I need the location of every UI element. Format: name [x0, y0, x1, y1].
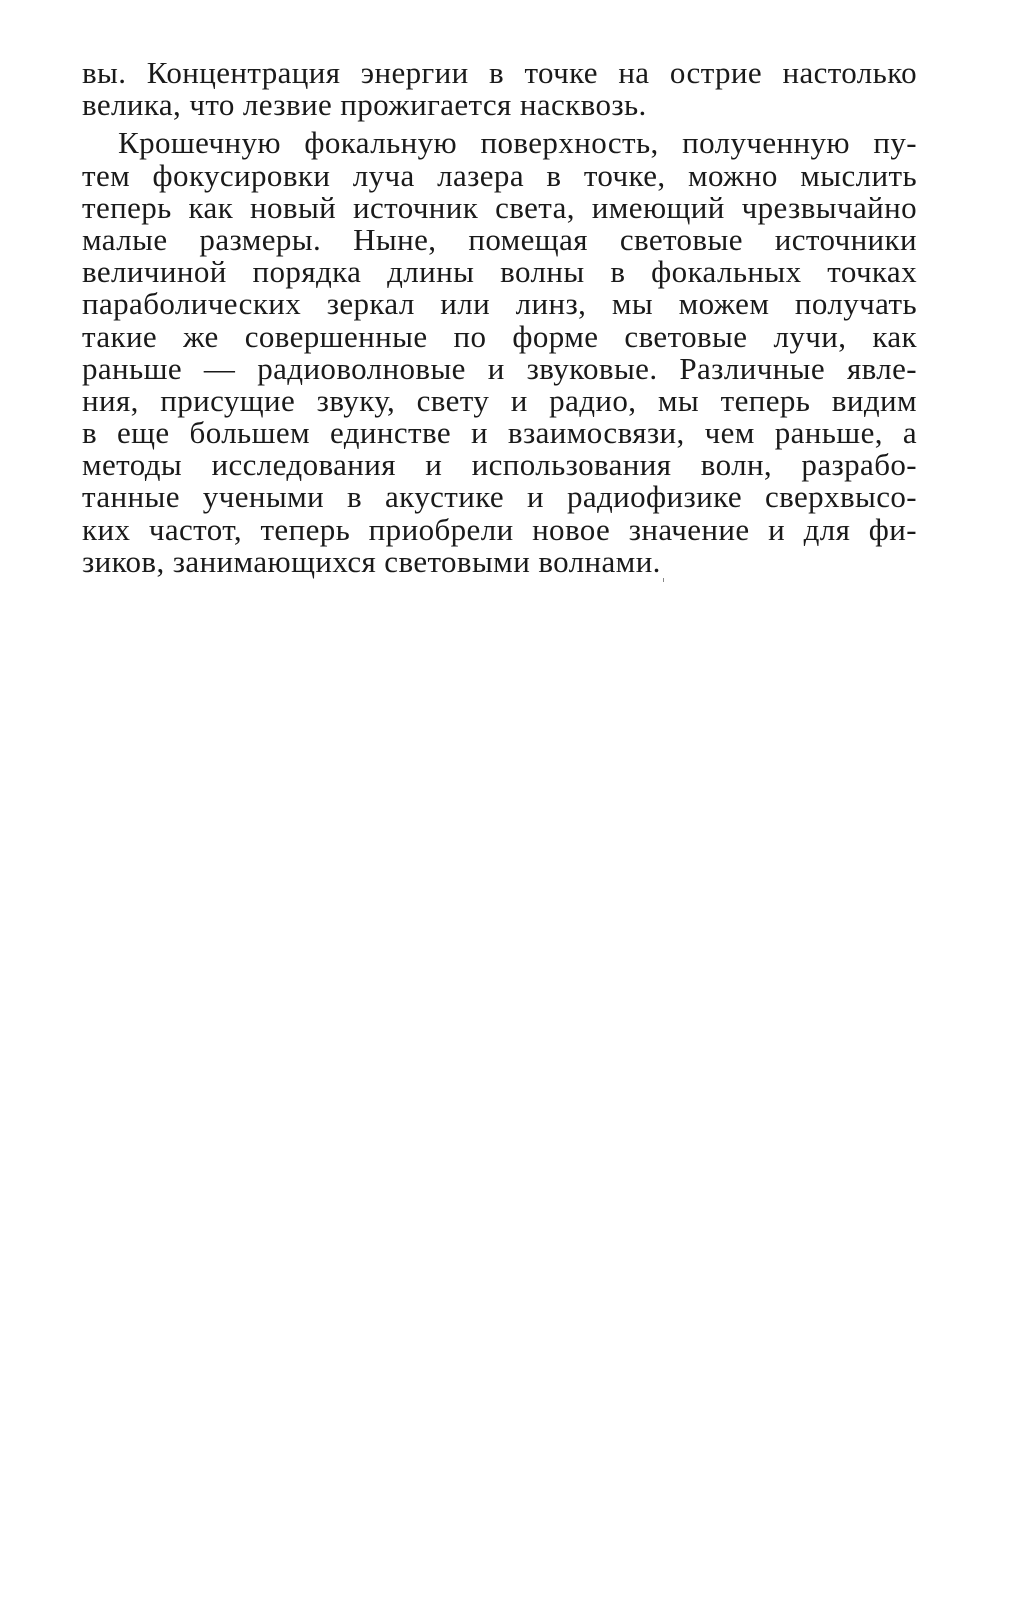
text-line: велика, что лезвие прожигается насквозь. [82, 87, 647, 123]
text-line: зиков, занимающихся световыми волнами. [82, 543, 661, 579]
text-line: методы исследования и использования волн, разрабо- [82, 447, 917, 483]
text-line: танные учеными в акустике и радиофизике сверхвысо- [82, 479, 917, 515]
text-line: Крошечную фокальную поверхность, полученную пу- [118, 125, 917, 161]
text-line: параболических зеркал или линз, мы можем получать [82, 286, 917, 322]
text-line: в еще большем единстве и взаимосвязи, чем раньше, а [82, 415, 917, 451]
text-line: малые размеры. Ныне, помещая световые источники [82, 221, 917, 257]
paragraph-1 [82, 57, 917, 121]
print-speck [663, 578, 664, 582]
text-line: раньше — радиоволновые и звуковые. Различные явле- [82, 350, 917, 386]
text-line: ких частот, теперь приобрели новое значение и для фи- [82, 511, 917, 547]
body-text [82, 57, 917, 578]
text-line: ния, присущие звуку, свету и радио, мы теперь видим [82, 382, 917, 418]
paragraph-2 [82, 127, 917, 578]
text-line: такие же совершенные по форме световые лучи, как [82, 318, 917, 354]
text-line: тем фокусировки луча лазера в точке, можно мыслить [82, 157, 917, 193]
text-line: теперь как новый источник света, имеющий чрезвычайно [82, 189, 917, 225]
text-line: величиной порядка длины волны в фокальных точках [82, 254, 917, 290]
text-line: вы. Концентрация энергии в точке на острие настолько [82, 55, 917, 90]
